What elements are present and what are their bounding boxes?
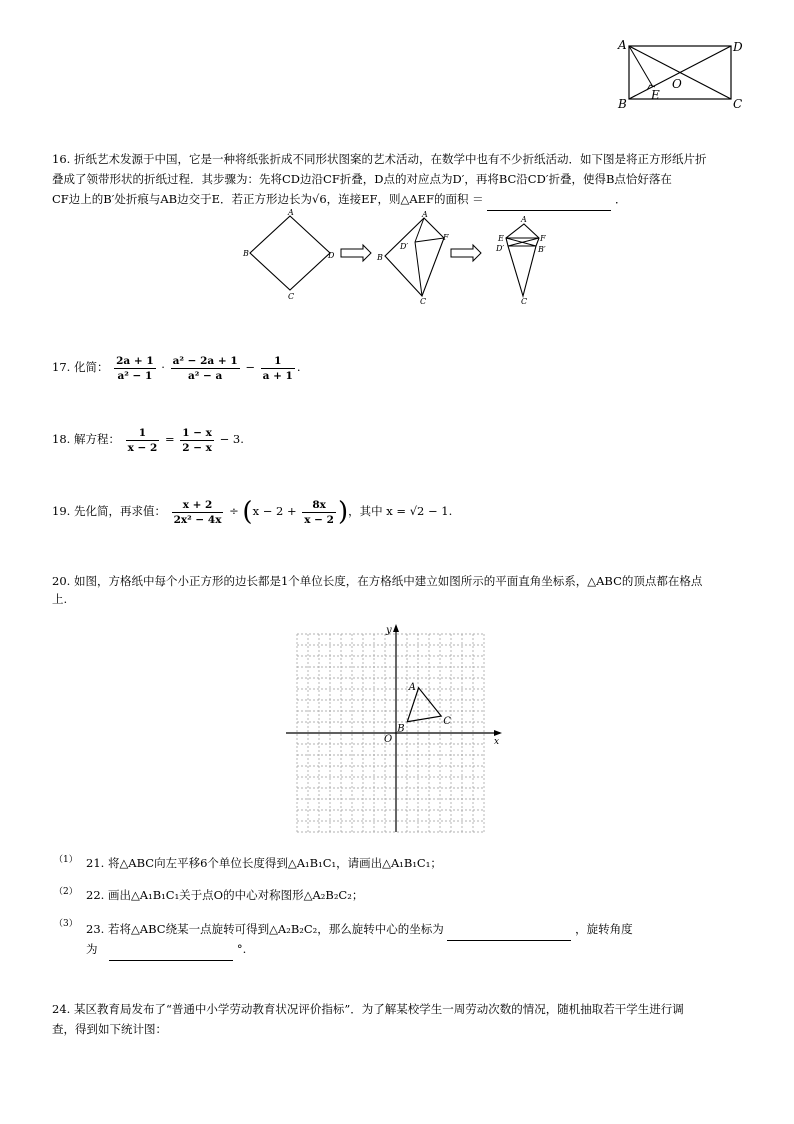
origin-label: O [384,734,393,745]
fig3-label-D-prime: D′ [496,244,505,253]
vertex-label-B: B [397,723,405,735]
y-axis-label: y [386,625,392,636]
question-16-line2 [52,168,672,190]
sub-tag-2: （2） [54,887,78,897]
sub-tag-1: （1） [54,855,78,865]
question-20-line2 [52,588,67,610]
question-22 [86,884,363,906]
fig2-label-A: A [422,210,428,219]
label-D: D [733,40,743,54]
x-axis-label: x [494,737,500,747]
q20-text-line2: 上. [52,592,68,606]
q23-text-c: 为 [86,942,98,956]
operator: = [164,432,175,446]
question-number: 18. [52,432,71,446]
y-axis-arrow [393,624,399,632]
arrow-icon [341,245,371,261]
folding-figures [240,208,560,308]
operator: · [161,360,165,374]
q20-text-line1: 如图，方格纸中每个小正方形的边长都是1个单位长度，在方格纸中建立如图所示的平面直角坐标系，△ABC的顶点都在格点 [73,574,703,588]
question-17 [52,352,300,383]
answer-blank-center[interactable] [447,918,571,941]
fraction: $\frac{\text{a² − 2a + 1}}{\text{a² − a}}$ [172,354,238,382]
q21-text: 将△ABC向左平移6个单位长度得到△A₁B₁C₁，请画出△A₁B₁C₁； [107,856,442,870]
vertex-label-A: A [408,681,416,693]
q22-text: 画出△A₁B₁C₁关于点O的中心对称图形△A₂B₂C₂； [107,888,364,902]
operator: − [245,360,255,374]
question-20-line1 [52,570,702,592]
question-number: 23. [86,922,105,936]
question-number: 21. [86,856,105,870]
left-paren: ( [242,497,253,527]
fig3-label-F: F [540,234,546,243]
coordinate-grid [286,622,506,834]
q19-inner: x − 2 + [252,504,297,518]
fig3-label-A: A [521,215,527,224]
question-24-line2 [52,1018,167,1040]
fig3-label-C: C [521,297,528,306]
q18-prefix: 解方程： [73,432,120,446]
fig1-label-A: A [288,208,294,217]
question-23-line2 [86,938,246,961]
q19-tail: ，其中 x = √2 − 1. [348,504,453,518]
q23-text-b: ，旋转角度 [575,922,633,936]
question-24-line1 [52,998,684,1020]
question-16-line1 [52,148,706,170]
q16-period: ． [615,192,627,206]
vertex-label-C: C [443,716,451,728]
q18-tail: − 3. [219,432,244,446]
q16-text-line3: CF边上的B′处折痕与AB边交于E．若正方形边长为√6，连接EF，则△AEF的面积 ＝ [52,192,484,206]
right-paren: ) [337,497,349,527]
label-E: E [651,88,660,102]
fig2-label-D-prime: D′ [400,242,409,251]
fig2-label-C: C [420,297,427,306]
q16-text-line2: 叠成了领带形状的折纸过程．其步骤为：先将CD边沿CF折叠，D点的对应点为D′，再将BC沿CD′折叠，使得B点恰好落在 [52,172,672,186]
question-number: 17. [52,360,71,374]
fig3-label-E: E [498,234,504,243]
fraction: $\frac{1}{a + 1}$ [262,354,293,382]
period: . [296,360,301,374]
fraction: $\frac{8x}{x - 2}$ [304,498,334,526]
q19-prefix: 先化简，再求值： [73,504,166,518]
q16-text-line1: 折纸艺术发源于中国，它是一种将纸张折成不同形状图案的艺术活动，在数学中也有不少折纸活动．如下图是将正方形纸片折 [73,152,707,166]
triangle-ABC [407,688,441,722]
sub-tag-3: （3） [54,919,78,929]
fraction: $\frac{x + 2}{\text{2x² − 4x}}$ [173,498,222,526]
arrow-icon [451,245,481,261]
rectangle-figure [612,36,752,112]
fig1-label-C: C [288,292,295,301]
answer-blank-angle[interactable] [109,938,233,961]
label-C: C [733,97,743,111]
fraction: $\frac{1 - x}{2 - x}$ [182,426,212,454]
question-18 [52,424,244,455]
question-number: 24. [52,1002,71,1016]
q23-text-a: 若将△ABC绕某一点旋转可得到△A₂B₂C₂，那么旋转中心的坐标为 [107,922,444,936]
question-number: 16. [52,152,71,166]
q24-text-line1: 某区教育局发布了“普通中小学劳动教育状况评价指标”．为了解某校学生一周劳动次数的情况，随机抽取若干学生进行调 [73,1002,684,1016]
question-19 [52,496,452,527]
q24-text-line2: 查，得到如下统计图： [52,1022,167,1036]
label-B: B [618,97,627,111]
fig1-label-B: B [243,249,249,258]
fig1-label-D: D [328,251,335,260]
label-A: A [618,38,627,52]
fig2-label-B: B [377,253,383,262]
question-number: 22. [86,888,105,902]
question-number: 19. [52,504,71,518]
question-21 [86,852,442,874]
q23-text-d: °. [236,942,247,956]
operator: ÷ [229,504,239,518]
fraction: $\frac{1}{x - 2}$ [127,426,158,454]
fig2-label-F: F [443,233,449,242]
label-O: O [672,77,682,91]
fraction: $\frac{2a + 1}{\text{a² − 1}}$ [116,354,154,382]
fig3-label-B-prime: B′ [538,245,546,254]
q17-prefix: 化简： [73,360,109,374]
x-axis-arrow [494,730,502,736]
question-number: 20. [52,574,71,588]
